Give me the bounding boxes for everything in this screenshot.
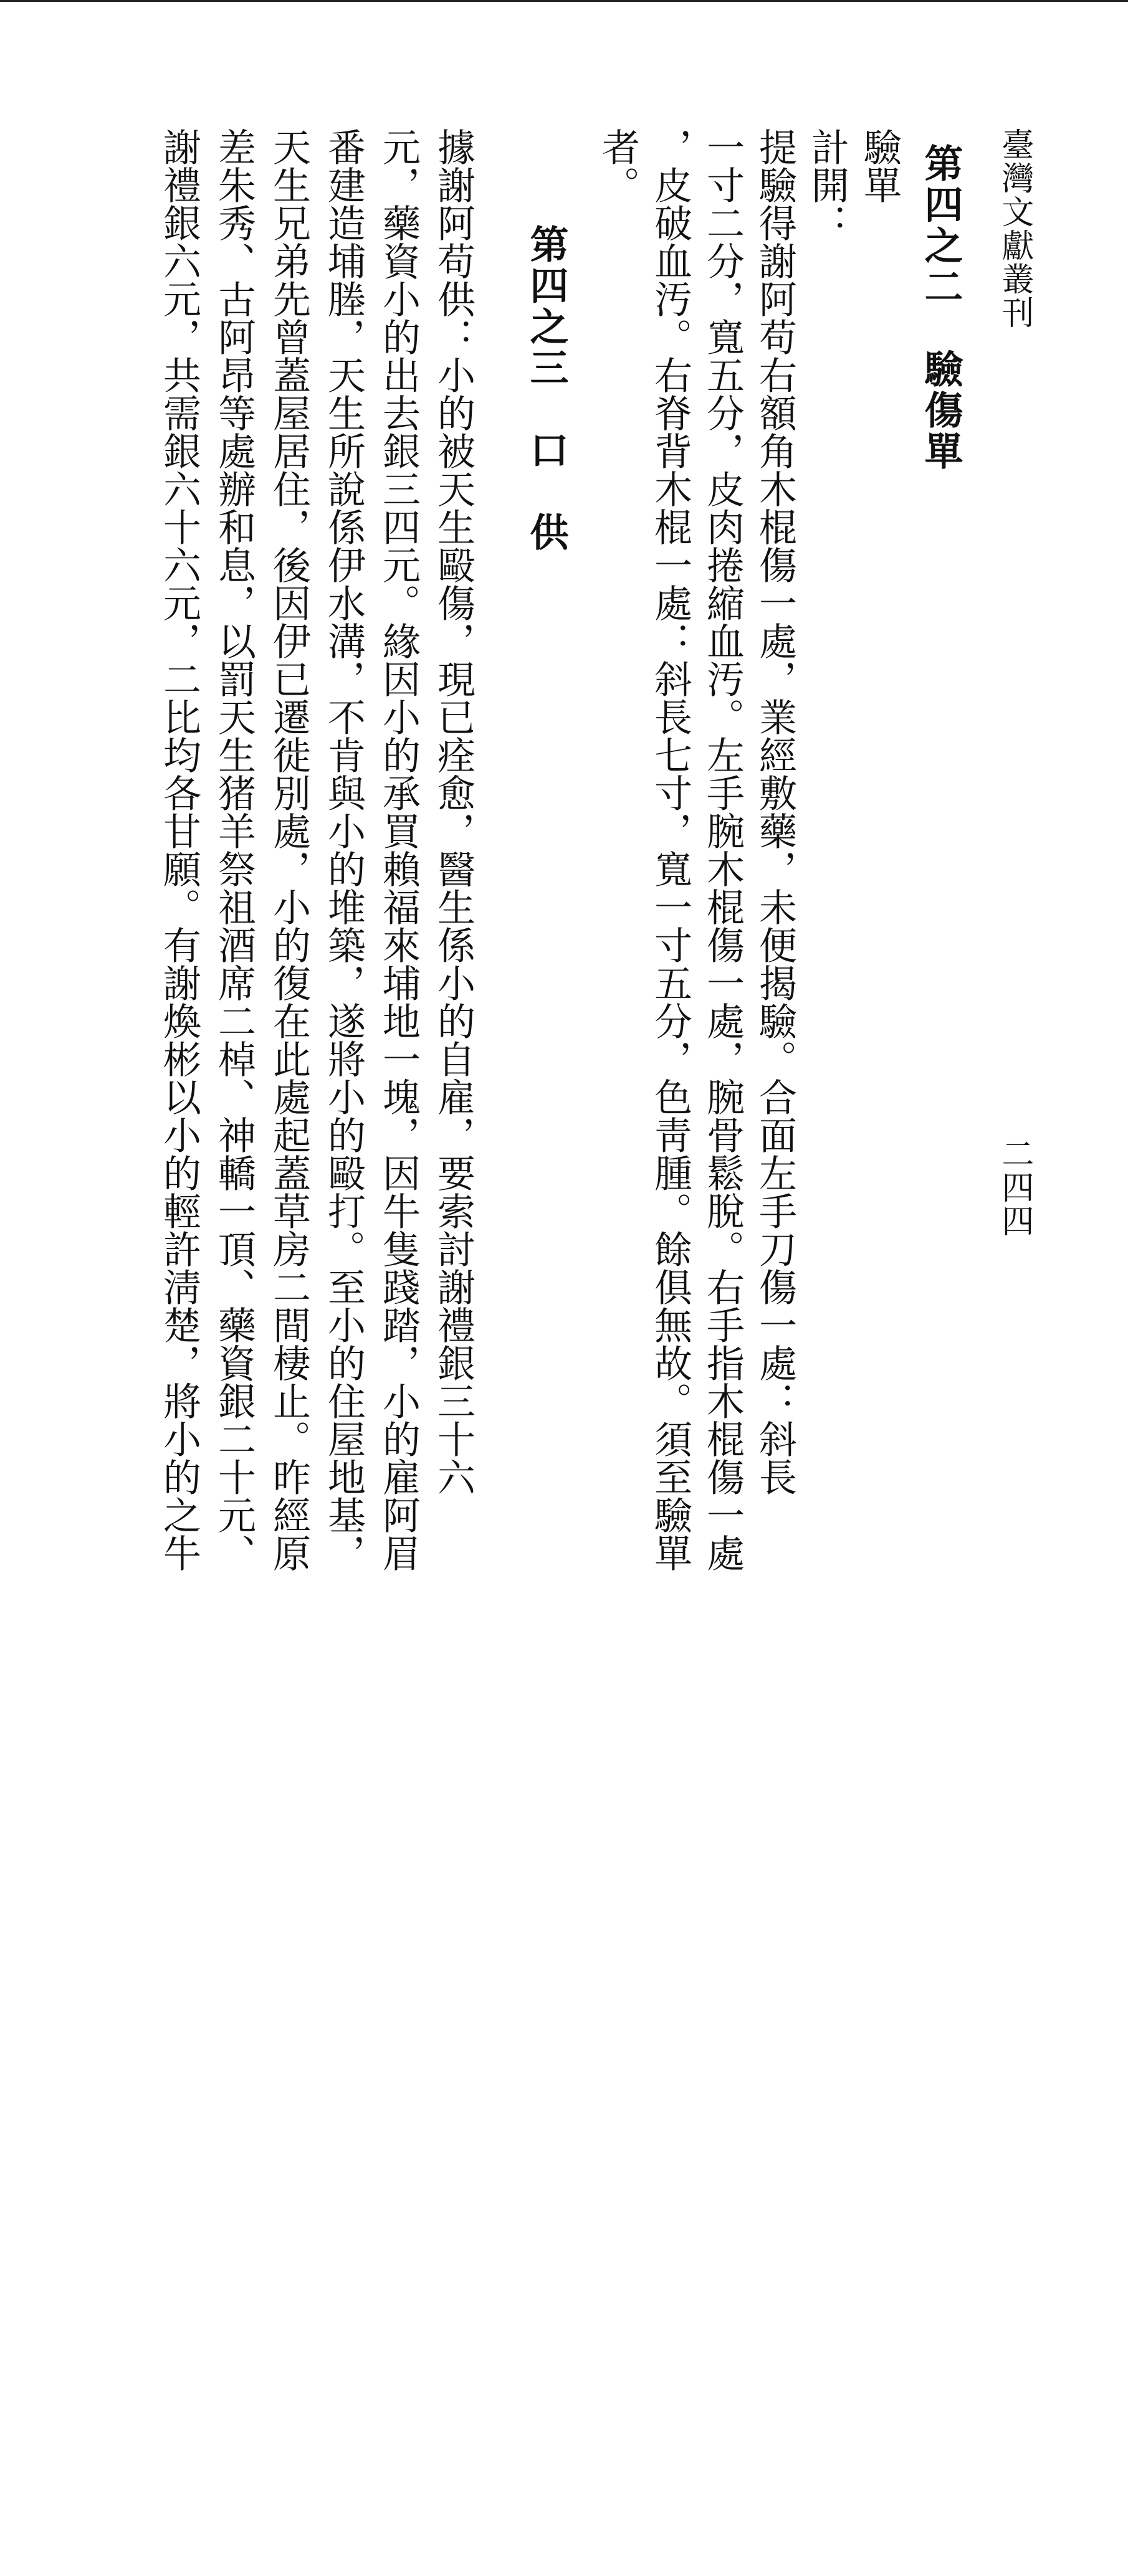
- text-line: 番建造埔塍，天生所說係伊水溝，不肯與小的堆築，遂將小的毆打。至小的住屋地基，: [322, 128, 366, 1572]
- section-heading-4-2: 第四之二 驗傷單: [918, 143, 963, 472]
- text-line: 驗單: [858, 128, 902, 204]
- text-line: 計開：: [805, 128, 849, 242]
- text-line: 天生兄弟先曾蓋屋居住，後因伊已遷徙別處，小的復在此處起蓋草房二間棲止。昨經原: [267, 128, 311, 1572]
- text-line: 謝禮銀六元，共需銀六十六元，二比均各甘願。有謝煥彬以小的輕許淸楚，將小的之牛: [157, 128, 201, 1572]
- text-line: ，皮破血汚。右脊背木棍一處：斜長七寸，寬一寸五分，色靑腫。餘俱無故。須至驗單: [648, 128, 692, 1572]
- section-heading-4-3: 第四之三 口 供: [523, 224, 569, 553]
- series-title: 臺灣文獻叢刊: [996, 128, 1033, 330]
- text-line: 差朱秀、古阿昂等處辦和息，以罰天生猪羊祭祖酒席二棹、神轎一頂、藥資銀二十元、: [212, 128, 256, 1572]
- text-line: 據謝阿苟供：小的被天生毆傷，現已痊愈，醫生係小的自雇，要索討謝禮銀三十六: [431, 128, 476, 1496]
- text-line: 一寸二分，寬五分，皮肉捲縮血汚。左手腕木棍傷一處，腕骨鬆脫。右手指木棍傷一處: [700, 128, 745, 1572]
- text-line: 提驗得謝阿苟右額角木棍傷一處，業經敷藥，未便揭驗。合面左手刀傷一處：斜長: [753, 128, 797, 1496]
- top-border-line: [0, 0, 1128, 2]
- document-page: [75, 128, 1047, 1572]
- text-line: 者。: [596, 128, 640, 204]
- page-number: 二四四: [996, 1137, 1033, 1238]
- text-line: 元，藥資小的出去銀三四元。緣因小的承買賴福來埔地一塊，因牛隻踐踏，小的雇阿眉: [376, 128, 421, 1572]
